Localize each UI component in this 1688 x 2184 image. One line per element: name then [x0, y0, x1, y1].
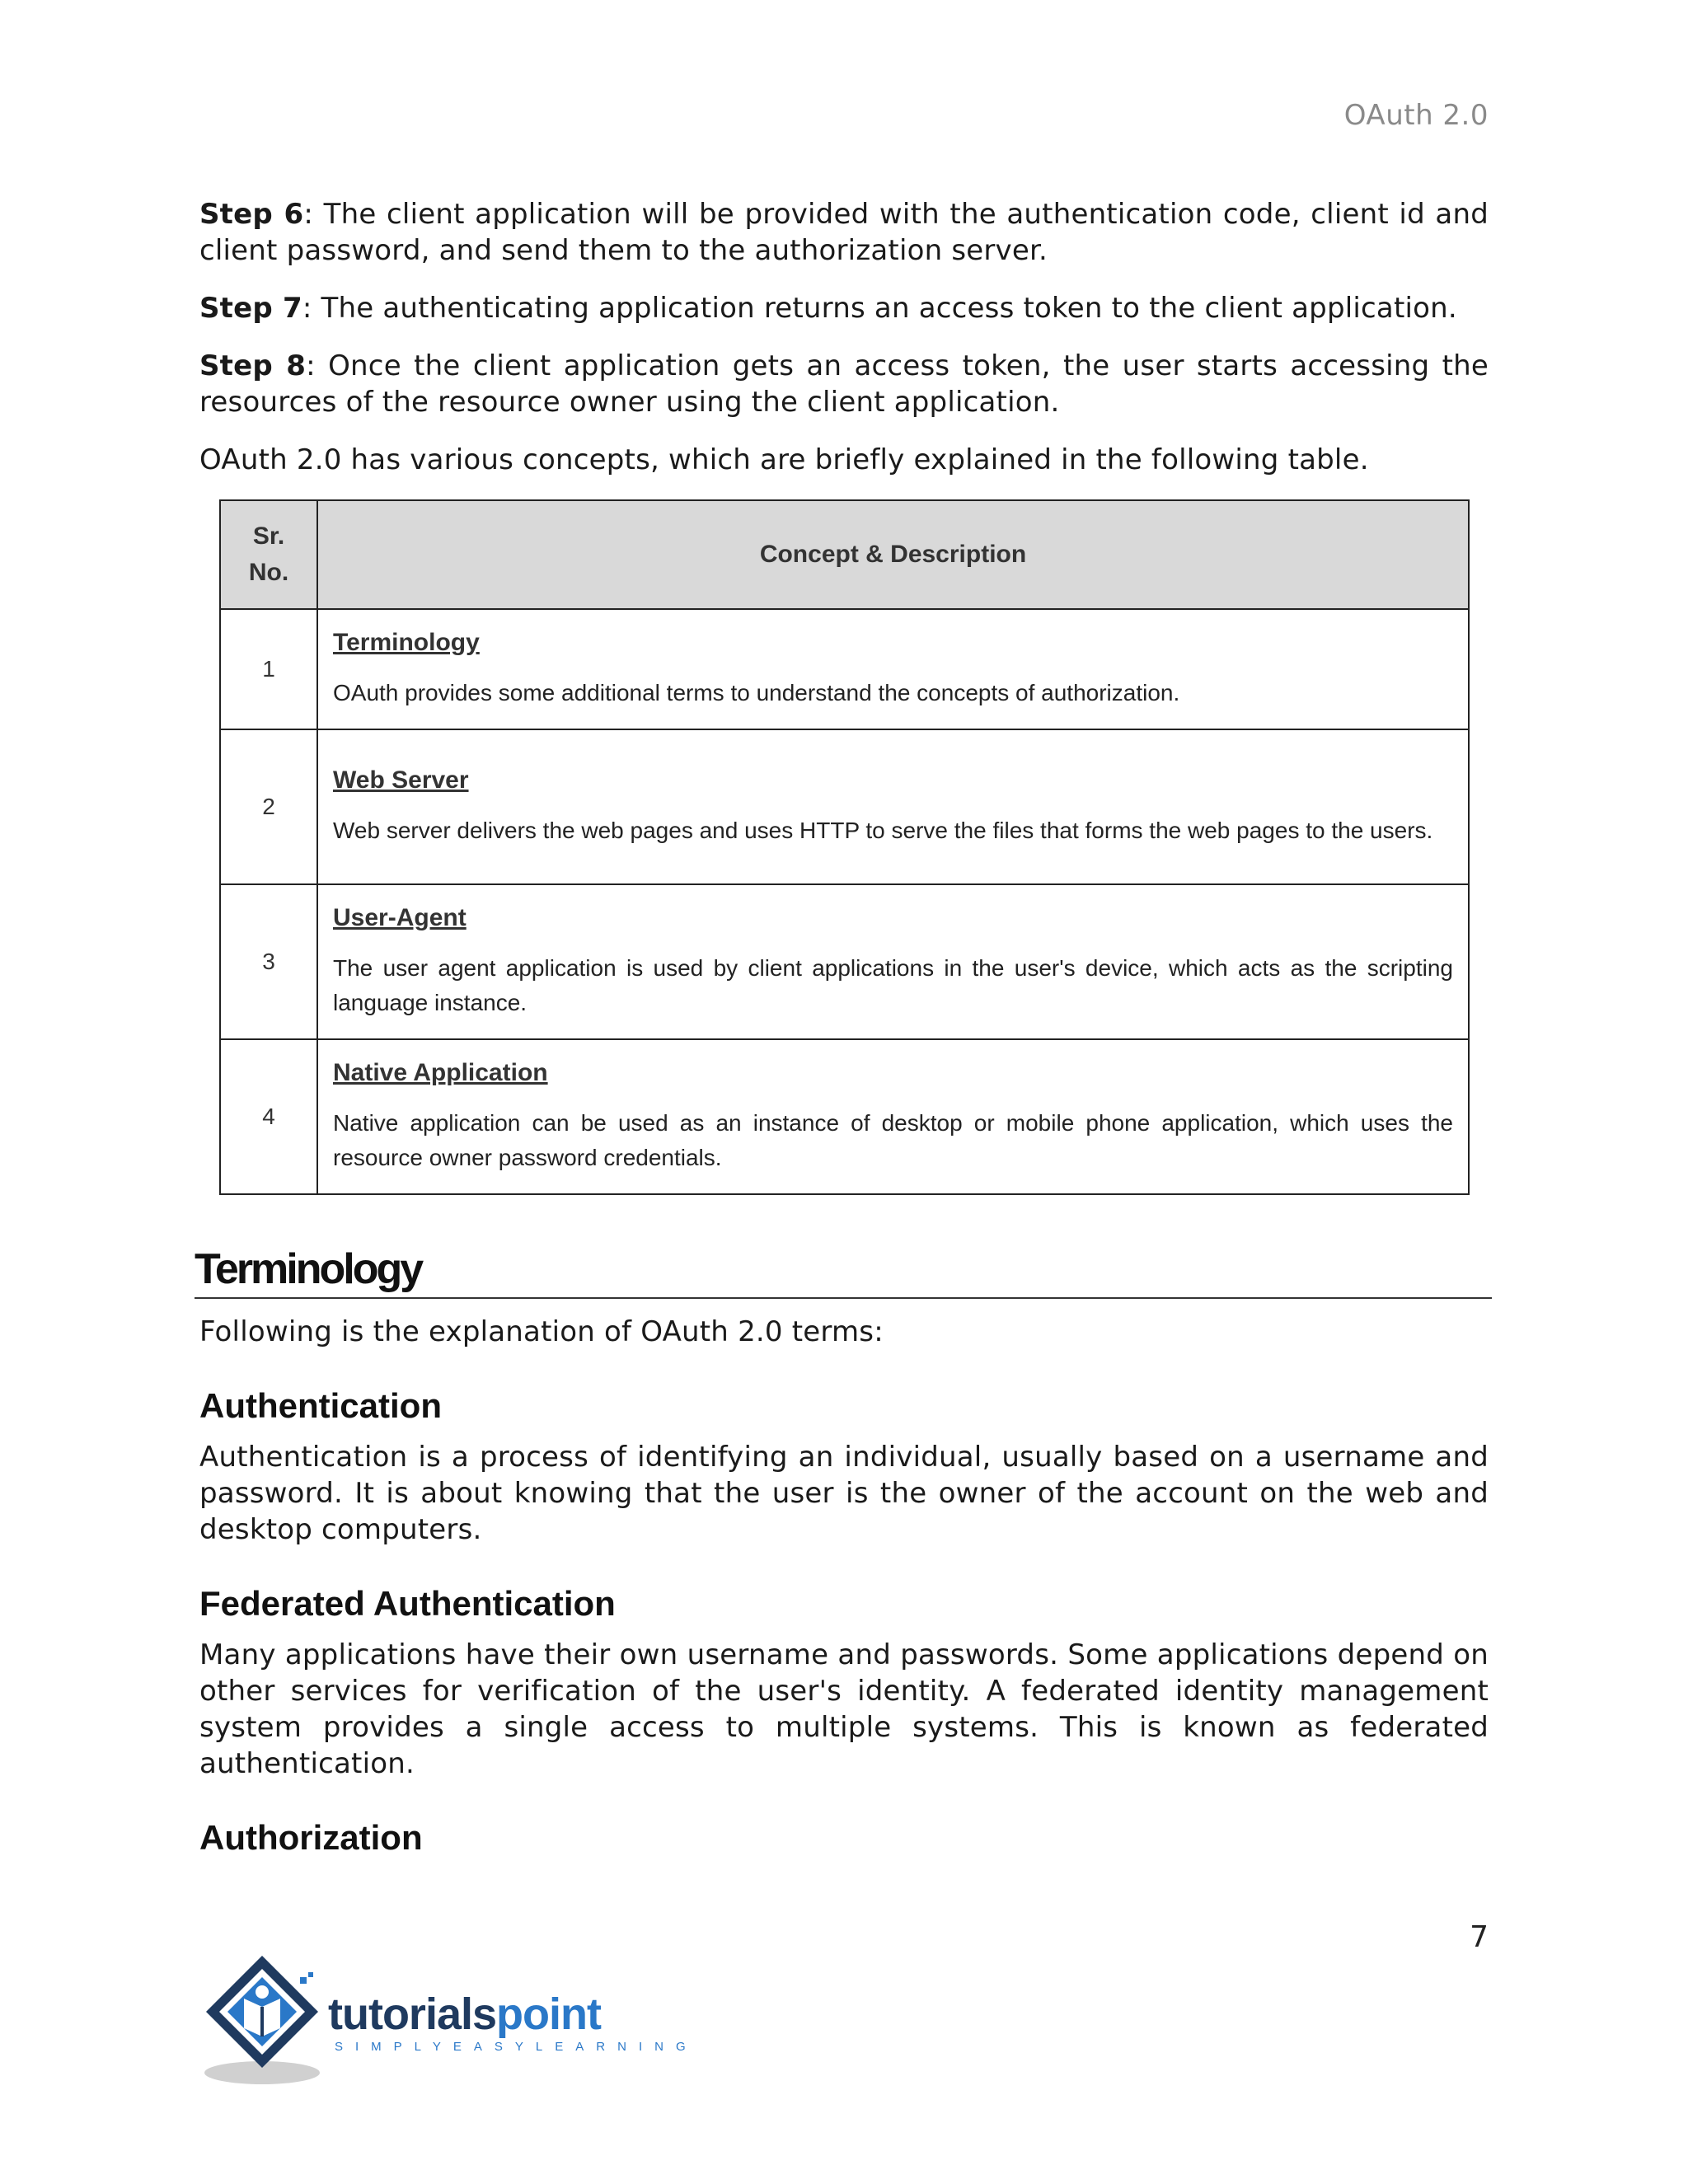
logo-part1: tutorials	[328, 1990, 497, 2039]
step-7-label: Step 7	[199, 292, 302, 325]
row-description	[317, 729, 1469, 884]
logo-tagline: SIMPLYEASYLEARNING	[335, 2040, 698, 2054]
concepts-intro: OAuth 2.0 has various concepts, which are briefly explained in the following table.	[199, 443, 1369, 476]
concept-text: Native application can be used as an instance of desktop or mobile phone application, which uses the resource owner password credentials.	[333, 1110, 1453, 1170]
concept-text: Web server delivers the web pages and uses HTTP to serve the files that forms the web pages to the users.	[333, 818, 1433, 843]
step-6-paragraph	[199, 196, 1489, 269]
table-row	[220, 609, 1469, 729]
col-concept-header: Concept & Description	[317, 500, 1469, 609]
concept-title: User-Agent	[333, 904, 467, 931]
step-8-paragraph	[199, 348, 1489, 420]
subheading-authentication: Authentication	[199, 1386, 442, 1425]
table-row	[220, 1039, 1469, 1194]
logo-wordmark	[328, 1989, 601, 2040]
section-intro: Following is the explanation of OAuth 2.0 terms:	[199, 1315, 884, 1348]
concept-title: Terminology	[333, 629, 480, 656]
row-number: 3	[220, 884, 317, 1039]
col-sr-no-line1: Sr.	[252, 523, 285, 550]
step-8-label: Step 8	[199, 349, 307, 382]
table-header-row	[220, 500, 1469, 609]
running-header-title: OAuth 2.0	[1343, 99, 1489, 132]
section-heading-terminology: Terminology	[195, 1244, 1492, 1299]
page-number: 7	[1470, 1920, 1489, 1954]
table-row	[220, 884, 1469, 1039]
subheading-federated-authentication: Federated Authentication	[199, 1584, 616, 1623]
row-description	[317, 884, 1469, 1039]
authentication-paragraph: Authentication is a process of identifying an individual, usually based on a username and password. It is about knowing that the user is the owner of the account on the web and desktop computers.	[199, 1441, 1489, 1546]
step-6-text: : The client application will be provided with the authentication code, client id and client password, and send them to the authorization server.	[199, 198, 1489, 267]
row-number: 4	[220, 1039, 317, 1194]
federated-authentication-paragraph: Many applications have their own username and passwords. Some applications depend on other services for verification of the user's identity. A federated identity management system provides a single access to multiple systems. This is known as federated authentication.	[199, 1638, 1489, 1780]
concept-title: Web Server	[333, 766, 469, 794]
step-7-text: : The authenticating application returns an access token to the client application.	[302, 292, 1457, 325]
row-description	[317, 609, 1469, 729]
row-description	[317, 1039, 1469, 1194]
table-row	[220, 729, 1469, 884]
step-7-paragraph	[199, 290, 1489, 326]
col-sr-no-line2: No.	[248, 559, 289, 586]
row-number: 1	[220, 609, 317, 729]
concepts-table	[219, 499, 1470, 1195]
subheading-authorization: Authorization	[199, 1818, 423, 1857]
row-number: 2	[220, 729, 317, 884]
logo-part2: point	[496, 1990, 601, 2039]
concept-text: The user agent application is used by client applications in the user's device, which acts as the scripting language instance.	[333, 955, 1453, 1015]
col-sr-no-header	[220, 500, 317, 609]
step-8-text: : Once the client application gets an access token, the user starts accessing the resources of the resource owner using the client application.	[199, 349, 1489, 419]
tutorialspoint-logo	[196, 1949, 698, 2089]
logo-emblem-icon	[196, 1949, 336, 2089]
concept-title: Native Application	[333, 1059, 548, 1086]
step-6-label: Step 6	[199, 198, 304, 231]
page-content	[195, 196, 1489, 1871]
concept-text: OAuth provides some additional terms to understand the concepts of authorization.	[333, 680, 1180, 705]
